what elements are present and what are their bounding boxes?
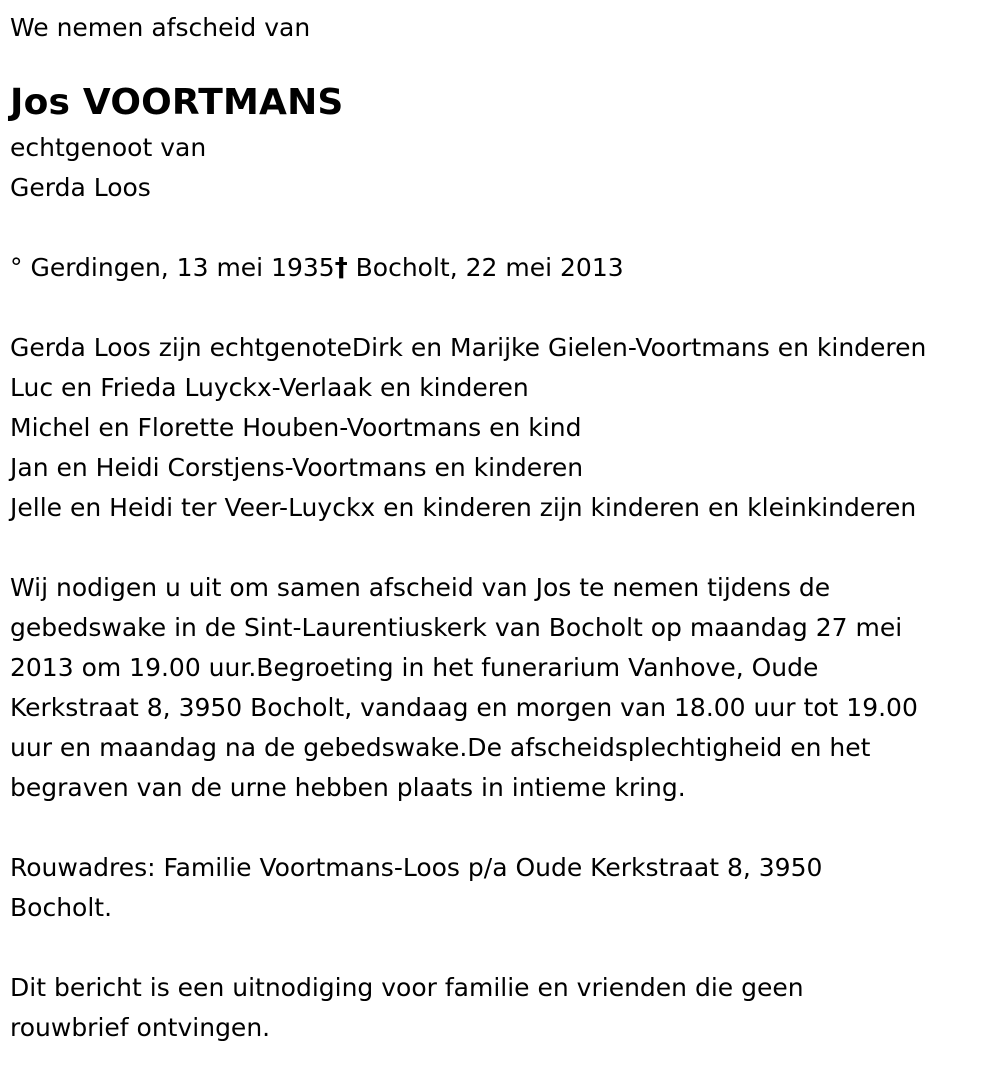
family-line: Michel en Florette Houben-Voortmans en kind [10, 413, 582, 442]
intro-text: We nemen afscheid van [10, 13, 311, 42]
mourning-address [10, 848, 1000, 928]
invitation-line: 2013 om 19.00 uur.Begroeting in het funerarium Vanhove, Oude [10, 653, 819, 682]
family-line: Jelle en Heidi ter Veer-Luyckx en kinderen zijn kinderen en kleinkinderen [10, 493, 917, 522]
invitation-line: begraven van de urne hebben plaats in intieme kring. [10, 773, 686, 802]
invitation-line: gebedswake in de Sint-Laurentiuskerk van Bocholt op maandag 27 mei [10, 613, 903, 642]
invitation-paragraph [10, 568, 1000, 808]
address-line: Rouwadres: Familie Voortmans-Loos p/a Oude Kerkstraat 8, 3950 [10, 853, 823, 882]
family-line: Jan en Heidi Corstjens-Voortmans en kinderen [10, 453, 584, 482]
deceased-name: Jos VOORTMANS [10, 82, 344, 123]
notice-paragraph [10, 968, 1000, 1048]
notice-line: rouwbrief ontvingen. [10, 1013, 271, 1042]
spouse-label: echtgenoot van [10, 133, 207, 162]
birth-date: ° Gerdingen, 13 mei 1935 [10, 253, 335, 282]
notice-line: Dit bericht is een uitnodiging voor familie en vrienden die geen [10, 973, 804, 1002]
invitation-line: Kerkstraat 8, 3950 Bocholt, vandaag en morgen van 18.00 uur tot 19.00 [10, 693, 918, 722]
invitation-line: uur en maandag na de gebedswake.De afscheidsplechtigheid en het [10, 733, 871, 762]
address-line: Bocholt. [10, 893, 113, 922]
family-line: Luc en Frieda Luyckx-Verlaak en kinderen [10, 373, 529, 402]
life-dates [10, 248, 1000, 288]
family-line: Gerda Loos zijn echtgenoteDirk en Marijke Gielen-Voortmans en kinderen [10, 333, 927, 362]
spouse-name: Gerda Loos [10, 173, 151, 202]
death-date: Bocholt, 22 mei 2013 [347, 253, 624, 282]
family-list [10, 328, 1000, 528]
cross-icon: † [334, 253, 348, 283]
invitation-line: Wij nodigen u uit om samen afscheid van Jos te nemen tijdens de [10, 573, 831, 602]
